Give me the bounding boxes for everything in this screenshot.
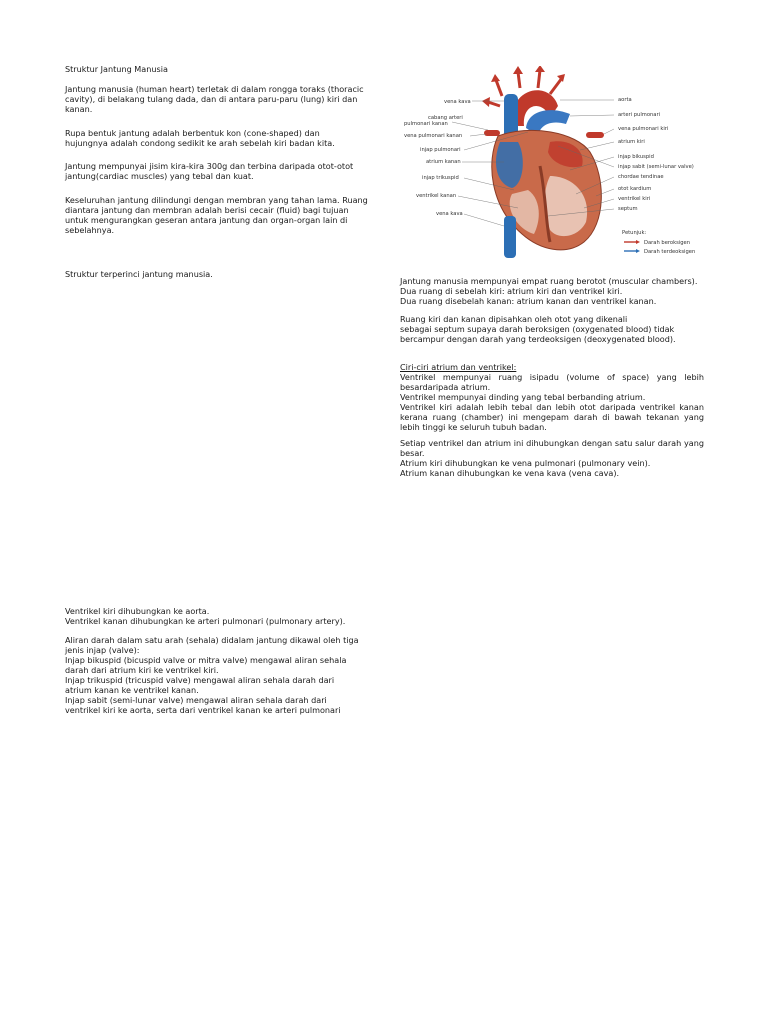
label-injap-trikuspid: injap trikuspid — [422, 175, 459, 181]
label-atrium-kanan: atrium kanan — [426, 159, 461, 165]
arrow-left-1 — [488, 102, 500, 106]
right-atrium-vessel-text: Atrium kanan dihubungkan ke vena kava (vena cava). — [400, 468, 620, 478]
arrow-head-1 — [513, 66, 523, 74]
label-otot-kardium: otot kardium — [618, 186, 652, 192]
intro-text-4: Keseluruhan jantung dilindungi dengan membran yang tahan lama. Ruang diantara jantung dan membran adalah berisi cecair (fluid) bagi tujuan untuk mengurangkan geseran antara jantung dan organ-organ lain di sebelahnya. — [65, 195, 368, 235]
right-paragraph-3 — [400, 362, 704, 432]
valves-intro-text: Aliran darah dalam satu arah (sehala) didalam jantung dikawal oleh tiga jenis injap (valve): — [65, 635, 359, 655]
arrow-head-5 — [482, 97, 490, 107]
right-paragraph-2 — [400, 314, 690, 344]
semilunar-text: Injap sabit (semi-lunar valve) mengawal aliran sehala darah dari ventrikel kiri ke aorta, serta dari ventrikel kanan ke arteri pulmonari — [65, 695, 341, 715]
label-injap-sabit: injap sabit (semi-lunar valve) — [618, 164, 694, 170]
section-subtitle: Struktur terperinci jantung manusia. — [65, 269, 213, 279]
label-ventrikel-kanan: ventrikel kanan — [416, 193, 457, 199]
label-atrium-kiri: atrium kiri — [618, 139, 645, 145]
left-ventricle-text: Ventrikel kiri adalah lebih tebal dan lebih otot daripada ventrikel kanan kerana ruang (chamber) ini mengepam darah di bawah tekanan yang lebih tinggi ke seluruh tubuh badan. — [400, 402, 704, 432]
ciri-title: Ciri-ciri atrium dan ventrikel: — [400, 362, 517, 372]
bottom-paragraph-1 — [65, 606, 365, 626]
tricuspid-text: Injap trikuspid (tricuspid valve) mengawal aliran sehala darah dari atrium kanan ke ventrikel kanan. — [65, 675, 335, 695]
inferior-vena-cava-shape — [504, 216, 516, 258]
diagram-legend — [622, 230, 695, 255]
label-vena-kava-bottom: vena kava — [436, 211, 463, 217]
intro-text-2: Rupa bentuk jantung adalah berbentuk kon (cone-shaped) dan hujungnya adalah condong sedikit ke arah sebelah kiri badan kita. — [65, 128, 335, 148]
label-chordae-tendinae: chordae tendinae — [618, 174, 664, 180]
label-injap-bikuspid: injap bikuspid — [618, 154, 654, 160]
label-arteri-pulmonari: arteri pulmonari — [618, 112, 661, 118]
intro-paragraph-3 — [65, 161, 370, 181]
bottom-paragraph-2 — [65, 635, 361, 715]
intro-text-3: Jantung mempunyai jisim kira-kira 300g dan terbina daripada otot-otot jantung(cardiac muscles) yang tebal dan kuat. — [65, 161, 354, 181]
legend-oxygenated: Darah beroksigen — [644, 240, 691, 246]
label-septum: septum — [618, 206, 638, 212]
vessel-text: Setiap ventrikel dan atrium ini dihubungkan dengan satu salur darah yang besar. — [400, 438, 704, 458]
arrow-head-4 — [491, 74, 500, 82]
label-aorta: aorta — [618, 97, 632, 103]
arrow-up-3 — [550, 78, 562, 94]
page-title: Struktur Jantung Manusia — [65, 64, 168, 74]
label-injap-pulmonari: injap pulmonari — [420, 147, 461, 153]
chambers-text: Jantung manusia mempunyai empat ruang berotot (muscular chambers). — [400, 276, 698, 286]
left-atrium-vessel-text: Atrium kiri dihubungkan ke vena pulmonari (pulmonary vein). — [400, 458, 651, 468]
bicuspid-text: Injap bikuspid (bicuspid valve or mitra valve) mengawal aliran sehala darah dari atrium kiri ke ventrikel kiri. — [65, 655, 347, 675]
pulmonary-vein-left-shape — [586, 132, 604, 138]
right-ventricle-artery-text: Ventrikel kanan dihubungkan ke arteri pulmonari (pulmonary artery). — [65, 616, 346, 626]
label-vena-pulmonari-kanan: vena pulmonari kanan — [404, 133, 463, 139]
heart-diagram — [400, 66, 700, 262]
ventricle-volume-text: Ventrikel mempunyai ruang isipadu (volume of space) yang lebih besardaripada atrium. — [400, 372, 704, 392]
intro-paragraph-1 — [65, 84, 375, 114]
arrow-up-2 — [538, 70, 540, 88]
left-ventricle-aorta-text: Ventrikel kiri dihubungkan ke aorta. — [65, 606, 210, 616]
arrow-up-4 — [496, 80, 502, 96]
legend-deoxygenated: Darah terdeoksigen — [644, 249, 696, 255]
septum-text-1: Ruang kiri dan kanan dipisahkan oleh otot yang dikenali — [400, 314, 628, 324]
label-ventrikel-kiri: ventrikel kiri — [618, 196, 651, 202]
arrow-up-1 — [518, 72, 520, 88]
intro-paragraph-4 — [65, 195, 370, 235]
label-cabang-arteri: cabang arteri — [428, 115, 463, 121]
septum-text-2: sebagai septum supaya darah beroksigen (oxygenated blood) tidak bercampur dengan darah yang terdeoksigen (deoxygenated blood). — [400, 324, 676, 344]
label-vena-pulmonari-kiri: vena pulmonari kiri — [618, 126, 669, 132]
right-paragraph-1 — [400, 276, 710, 306]
pulmonary-vein-right-shape — [484, 130, 500, 136]
label-pulmonari-kanan: pulmonari kanan — [404, 121, 448, 127]
right-chambers-text: Dua ruang disebelah kanan: atrium kanan dan ventrikel kanan. — [400, 296, 657, 306]
left-chambers-text: Dua ruang di sebelah kiri: atrium kiri dan ventrikel kiri. — [400, 286, 623, 296]
right-paragraph-4 — [400, 438, 704, 478]
arrow-head-2 — [535, 66, 545, 72]
label-vena-kava-top: vena kava — [444, 99, 471, 105]
intro-paragraph-2 — [65, 128, 355, 148]
ventricle-wall-text: Ventrikel mempunyai dinding yang tebal berbanding atrium. — [400, 392, 646, 402]
intro-text-1: Jantung manusia (human heart) terletak di dalam rongga toraks (thoracic cavity), di belakang tulang dada, dan di antara paru-paru (lung) kiri dan kanan. — [65, 84, 364, 114]
legend-title: Petunjuk: — [622, 230, 647, 236]
